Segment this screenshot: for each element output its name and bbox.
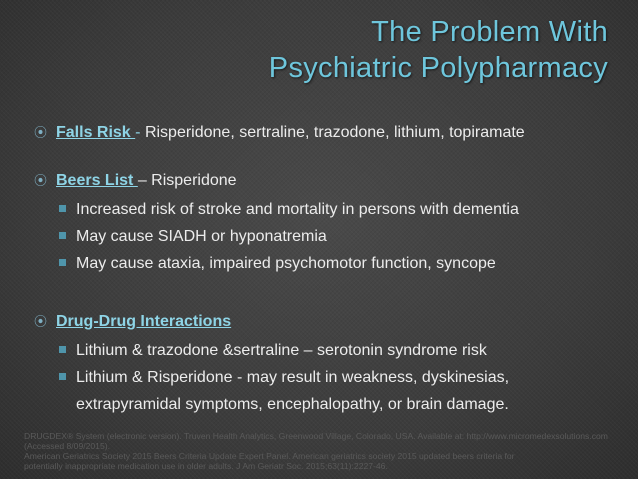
bullet-falls-risk <box>34 122 618 144</box>
sub-bullet-text: Increased risk of stroke and mortality in persons with dementia <box>76 201 519 218</box>
sub-bullet-text: May cause ataxia, impaired psychomotor function, syncope <box>76 255 496 272</box>
reference-line: American Geriatrics Society 2015 Beers Criteria Update Expert Panel. American geriatrics society 2015 updated beers criteria for <box>24 451 515 461</box>
square-bullet-icon <box>59 205 66 212</box>
slide-content <box>34 122 618 418</box>
bullet-drug-interactions <box>34 311 618 333</box>
slide-title <box>269 14 608 86</box>
square-bullet-icon <box>59 346 66 353</box>
drug-interactions-link[interactable]: Drug-Drug Interactions <box>56 313 232 330</box>
beers-list-link[interactable]: Beers List <box>56 172 138 189</box>
falls-risk-text: Risperidone, sertraline, trazodone, lithium, topiramate <box>144 124 525 141</box>
reference-line: potentially inappropriate medication use in older adults. J Am Geriatr Soc. 2015;63(11):2227-46. <box>24 461 388 471</box>
target-bullet-icon: ⦿ <box>34 173 48 188</box>
sub-bullet-item <box>34 364 616 418</box>
sub-bullet-item <box>34 196 618 223</box>
square-bullet-icon <box>59 373 66 380</box>
reference-line: DRUGDEX® System (electronic version). Truven Health Analytics, Greenwood Village, Colorado, USA. Available at: http://www.micromedexsolutions.com <box>24 431 608 441</box>
target-bullet-icon: ⦿ <box>34 125 48 140</box>
title-line-1: The Problem With <box>371 16 608 48</box>
square-bullet-icon <box>59 259 66 266</box>
sub-bullet-item <box>34 250 618 277</box>
sub-bullet-text: Lithium & trazodone &sertraline – serotonin syndrome risk <box>76 342 487 359</box>
references <box>24 431 624 471</box>
falls-risk-separator: - <box>135 124 145 141</box>
title-line-2: Psychiatric Polypharmacy <box>268 52 608 84</box>
falls-risk-link[interactable]: Falls Risk <box>56 124 136 141</box>
sub-bullet-text: Lithium & Risperidone - may result in weakness, dyskinesias, extrapyramidal symptoms, encephalopathy, or brain damage. <box>76 369 510 413</box>
target-bullet-icon: ⦿ <box>34 314 48 329</box>
sub-bullet-item <box>34 337 618 364</box>
bullet-beers-list <box>34 170 618 192</box>
beers-list-separator: – <box>137 172 152 189</box>
sub-bullet-item <box>34 223 618 250</box>
square-bullet-icon <box>59 232 66 239</box>
beers-list-text: Risperidone <box>151 172 237 189</box>
sub-bullet-text: May cause SIADH or hyponatremia <box>76 228 327 245</box>
reference-line: (Accessed 8/09/2015). <box>24 441 110 451</box>
